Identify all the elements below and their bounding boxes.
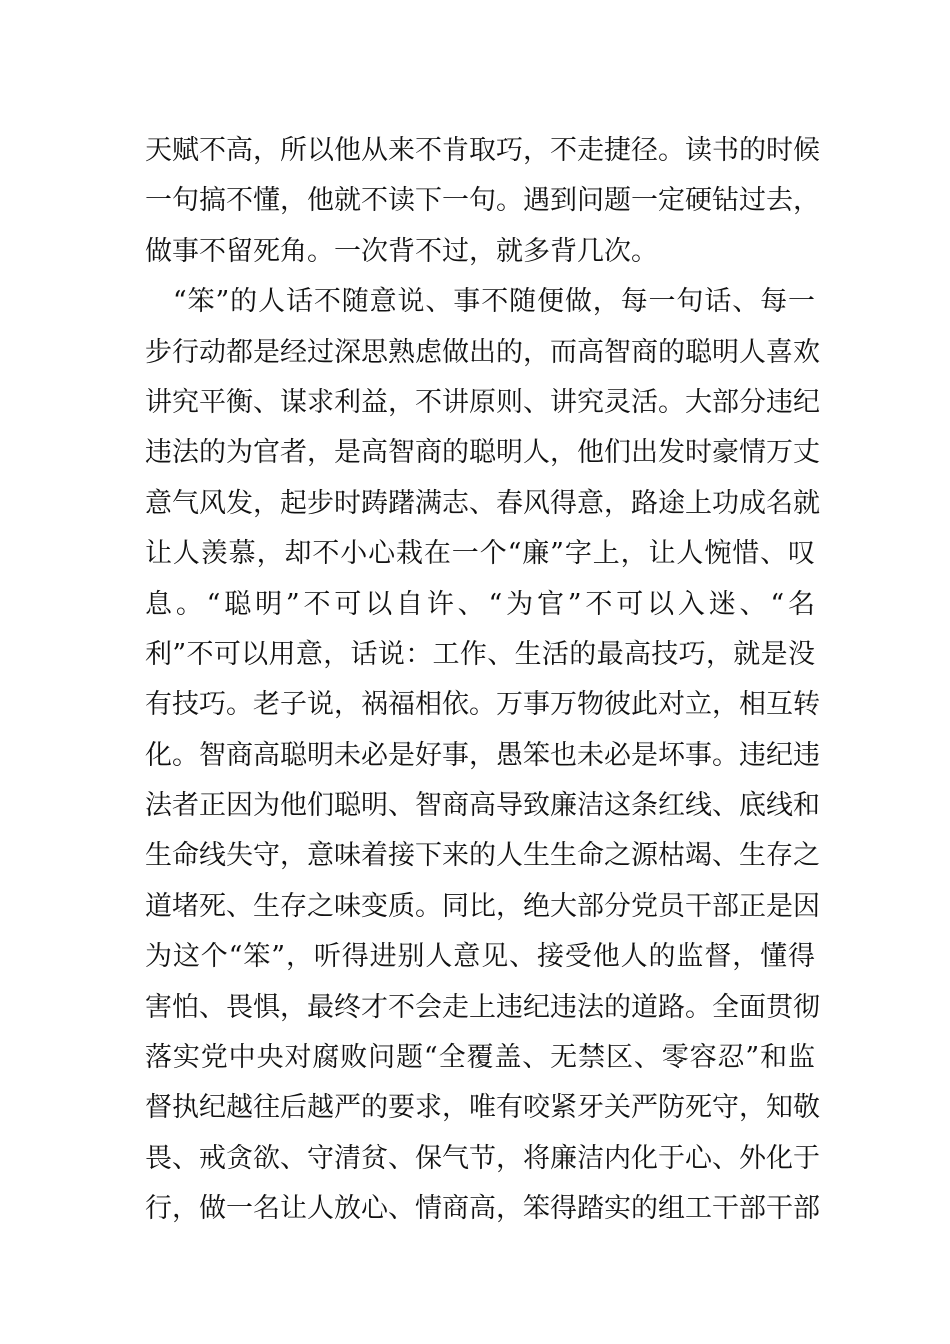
text-line: 息。“聪明”不可以自许、“为官”不可以入迷、“名 [145,588,815,620]
text-line: 利”不可以用意，话说：工作、生活的最高技巧，就是没 [145,638,815,670]
text-line: 意气风发，起步时踌躇满志、春风得意，路途上功成名就 [145,487,820,519]
text-line: 生命线失守，意味着接下来的人生生命之源枯竭、生存之 [145,840,820,872]
text-line: 天赋不高，所以他从来不肯取巧，不走捷径。读书的时候 [145,135,820,166]
text-line: 做事不留死角。一次背不过，就多背几次。 [145,235,658,267]
text-line: 化。智商高聪明未必是好事，愚笨也未必是坏事。违纪违 [145,739,820,771]
text-line: 一句搞不懂，他就不读下一句。遇到问题一定硬钻过去， [145,185,820,217]
text-line: 步行动都是经过深思熟虑做出的，而高智商的聪明人喜欢 [145,336,820,368]
text-line: 违法的为官者，是高智商的聪明人，他们出发时豪情万丈 [145,437,820,469]
text-line: 让人羡慕，却不小心栽在一个“廉”字上，让人惋惜、叹 [145,538,815,570]
text-line: 为这个“笨”，听得进别人意见、接受他人的监督，懂得 [145,941,815,973]
body-text [145,126,820,1235]
text-line: 讲究平衡、谋求利益，不讲原则、讲究灵活。大部分违纪 [145,386,820,418]
text-line: 有技巧。老子说，祸福相依。万事万物彼此对立，相互转 [145,689,820,721]
text-line: “笨”的人话不随意说、事不随便做，每一句话、每一 [145,286,815,318]
text-line: 行，做一名让人放心、情商高，笨得踏实的组工干部干部 [145,1193,820,1225]
text-line: 害怕、畏惧，最终才不会走上违纪违法的道路。全面贯彻 [145,991,820,1023]
text-line: 道堵死、生存之味变质。同比，绝大部分党员干部正是因 [145,890,820,922]
text-line: 畏、戒贪欲、守清贫、保气节，将廉洁内化于心、外化于 [145,1142,820,1174]
text-line: 法者正因为他们聪明、智商高导致廉洁这条红线、底线和 [145,790,820,822]
text-line: 督执纪越往后越严的要求，唯有咬紧牙关严防死守，知敬 [145,1092,820,1124]
text-line: 落实党中央对腐败问题“全覆盖、无禁区、零容忍”和监 [145,1042,815,1074]
